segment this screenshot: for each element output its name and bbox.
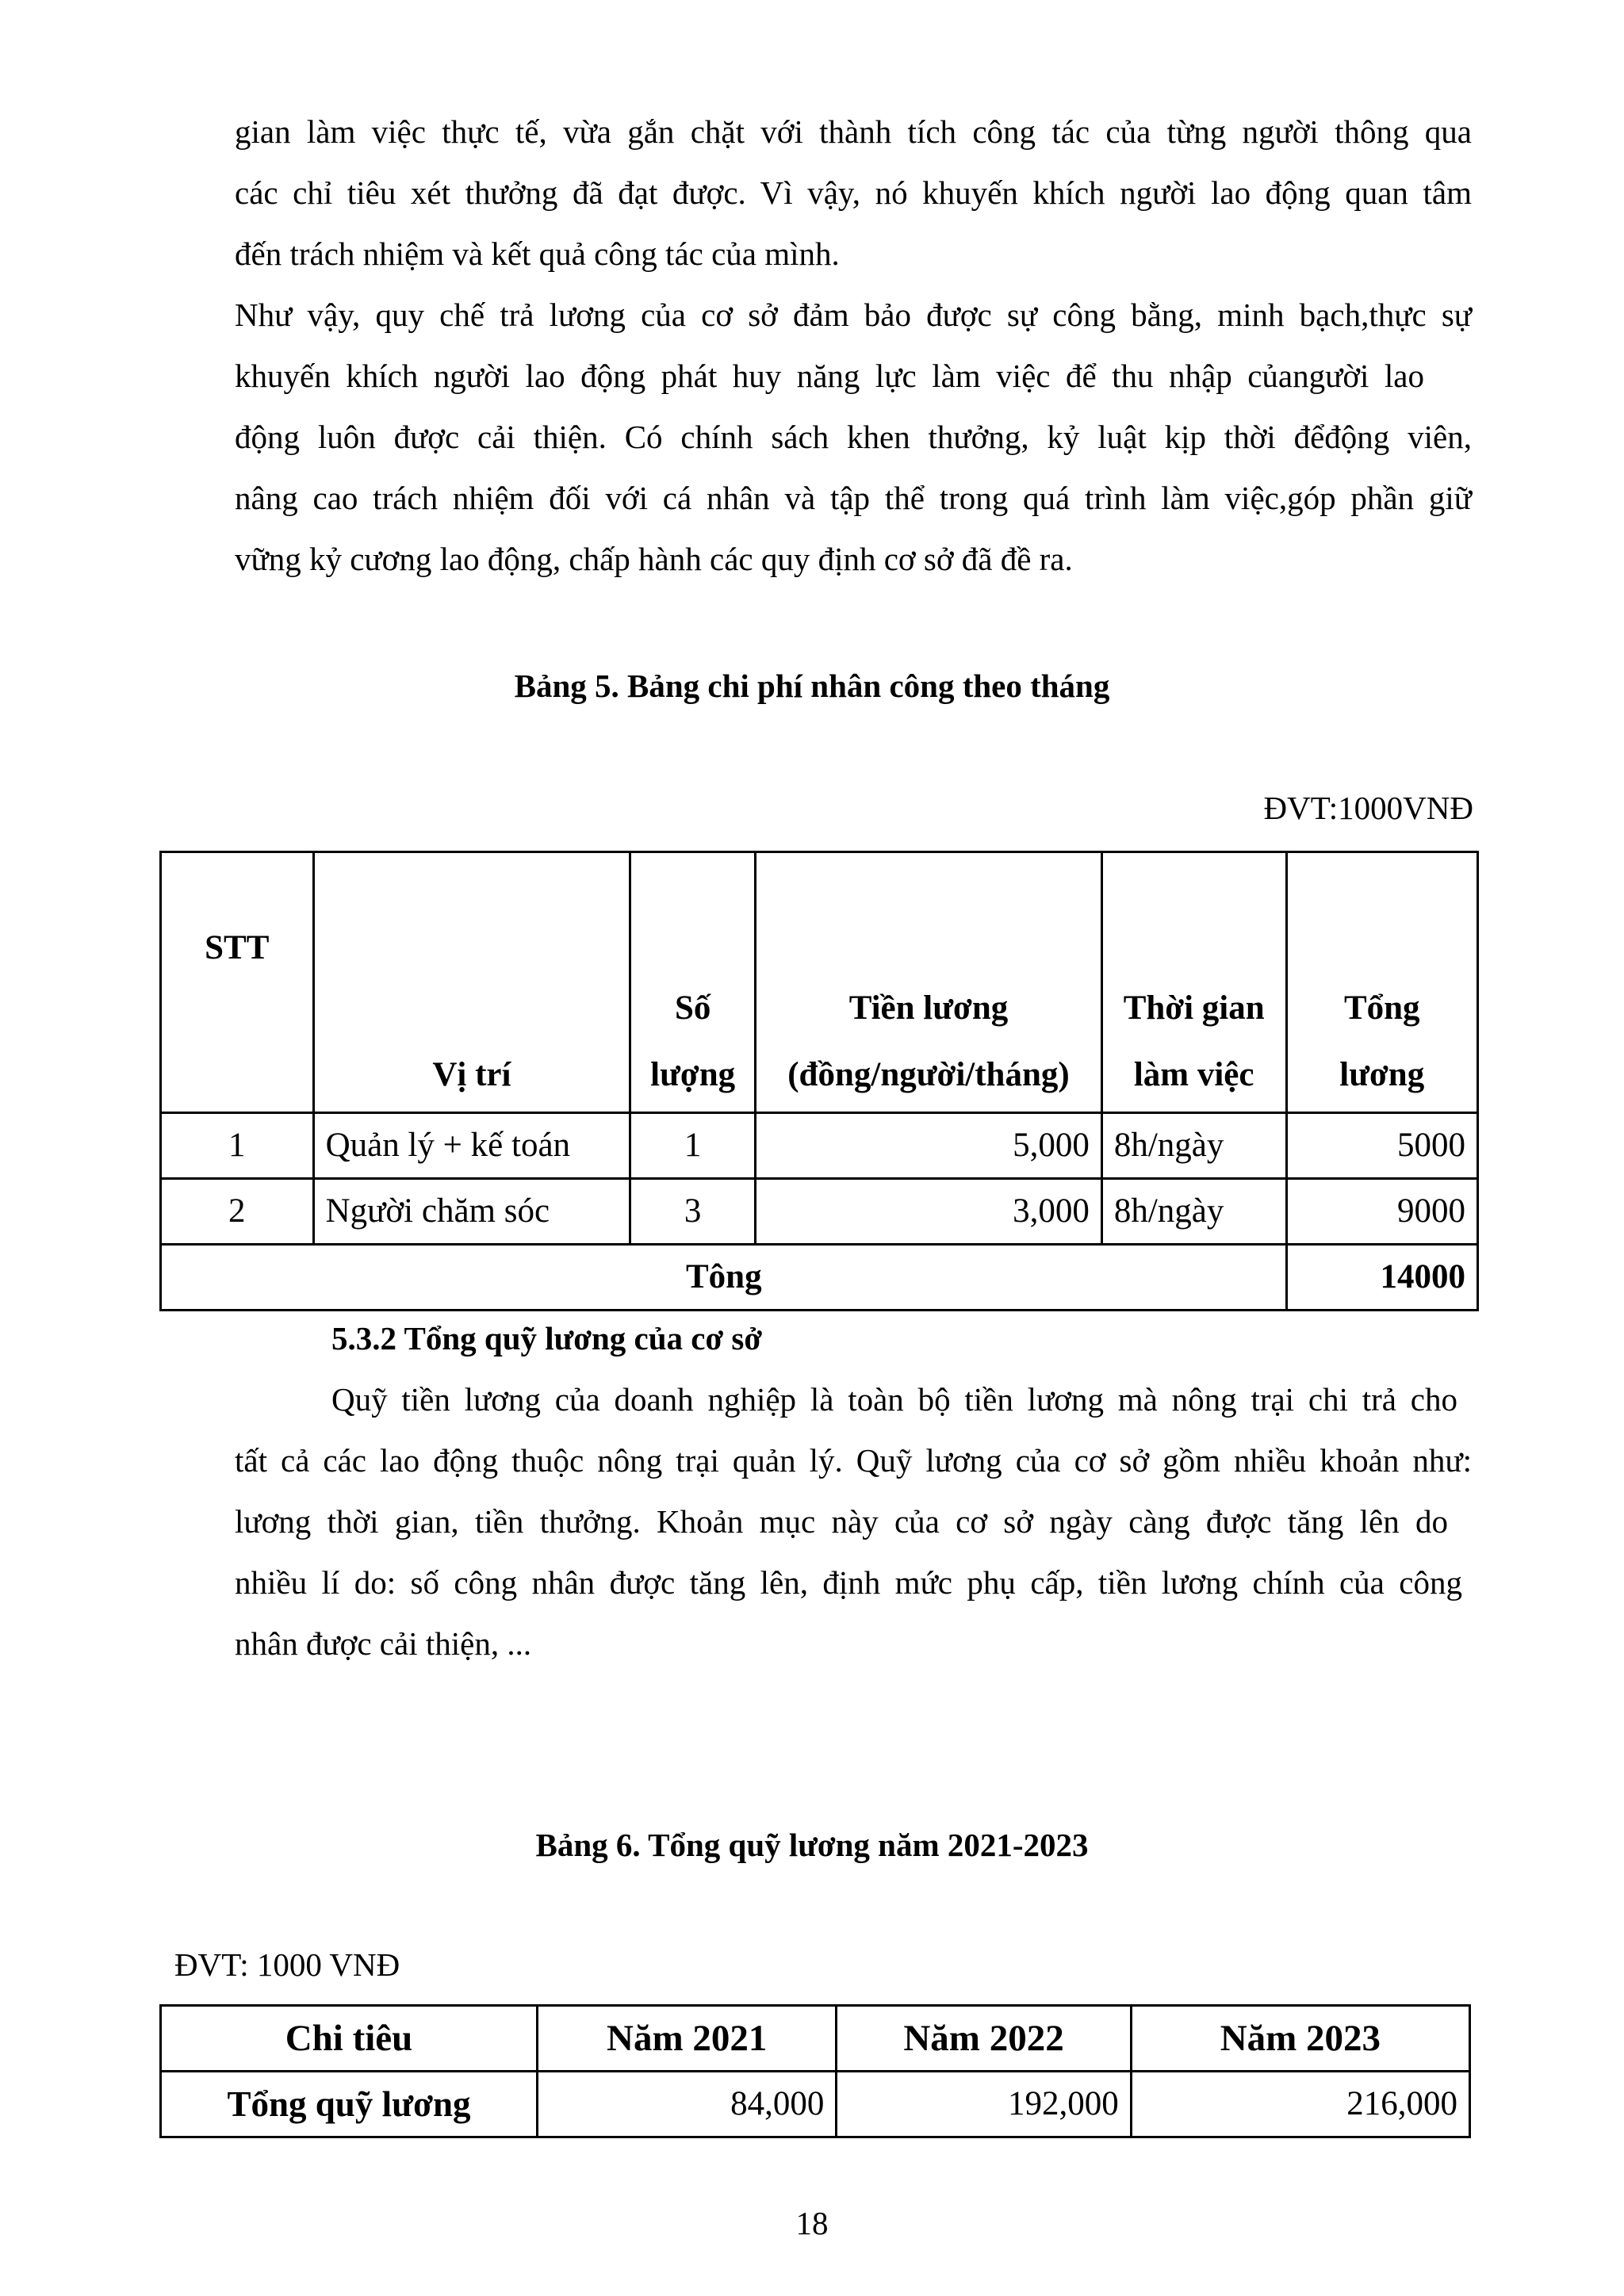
table-row <box>161 1113 1478 1179</box>
table5-total-label: Tông <box>161 1245 1287 1311</box>
table6-value-2022: 192,000 <box>837 2072 1131 2137</box>
cell-thoigian: 8h/ngày <box>1101 1179 1286 1245</box>
table-row <box>161 1179 1478 1245</box>
table6-header-row <box>161 2006 1470 2072</box>
cell-vitri: Người chăm sóc <box>313 1179 630 1245</box>
section-heading: 5.3.2 Tổng quỹ lương của cơ sở <box>331 1320 763 1357</box>
table5-header-row <box>161 852 1478 1113</box>
paragraph-line: đến trách nhiệm và kết quả công tác của mình. <box>235 235 840 272</box>
table5-total-row <box>161 1245 1478 1311</box>
paragraph-line: nhân được cải thiện, ... <box>235 1625 532 1662</box>
cell-tongluong: 9000 <box>1286 1179 1478 1245</box>
table5 <box>159 851 1479 1311</box>
table5-header-tienluong: Tiền lương (đồng/người/tháng) <box>756 852 1102 1113</box>
table5-total-value: 14000 <box>1286 1245 1478 1311</box>
page-number: 18 <box>795 2205 829 2241</box>
cell-tongluong: 5000 <box>1286 1113 1478 1179</box>
table5-caption: Bảng 5. Bảng chi phí nhân công theo tháng <box>514 668 1110 704</box>
cell-vitri: Quản lý + kế toán <box>313 1113 630 1179</box>
table5-header-stt: STT <box>161 852 314 1113</box>
paragraph-line: vững kỷ cương lao động, chấp hành các quy định cơ sở đã đề ra. <box>235 541 1073 577</box>
table5-header-soluong: Số lượng <box>630 852 756 1113</box>
cell-stt: 1 <box>161 1113 314 1179</box>
cell-soluong: 1 <box>630 1113 756 1179</box>
table6-header-cell: Năm 2023 <box>1131 2006 1469 2072</box>
paragraph-line: nhiều lí do: số công nhân được tăng lên, định mức phụ cấp, tiền lương chính của công <box>235 1564 1462 1601</box>
paragraph-line: động luôn được cải thiện. Có chính sách khen thưởng, kỷ luật kịp thời đểđộng viên, <box>235 419 1472 455</box>
table6-header-cell: Năm 2021 <box>538 2006 837 2072</box>
paragraph-line: Như vậy, quy chế trả lương của cơ sở đảm bảo được sự công bằng, minh bạch,thực sự <box>235 297 1472 333</box>
table-row <box>161 2072 1470 2137</box>
paragraph-line: các chỉ tiêu xét thưởng đã đạt được. Vì vậy, nó khuyến khích người lao động quan tâm <box>235 174 1472 211</box>
paragraph-line: tất cả các lao động thuộc nông trại quản lý. Quỹ lương của cơ sở gồm nhiều khoản như: <box>235 1442 1472 1479</box>
table6-value-2021: 84,000 <box>538 2072 837 2137</box>
table6 <box>159 2004 1471 2138</box>
table5-header-vitri: Vị trí <box>313 852 630 1113</box>
table5-unit: ĐVT:1000VNĐ <box>1263 790 1473 826</box>
cell-tienluong: 5,000 <box>756 1113 1102 1179</box>
paragraph-line: gian làm việc thực tế, vừa gắn chặt với thành tích công tác của từng người thông qua <box>235 113 1472 150</box>
table6-value-2023: 216,000 <box>1131 2072 1469 2137</box>
table5-header-thoigian: Thời gian làm việc <box>1101 852 1286 1113</box>
cell-thoigian: 8h/ngày <box>1101 1113 1286 1179</box>
paragraph-line: lương thời gian, tiền thưởng. Khoản mục này của cơ sở ngày càng được tăng lên do <box>235 1503 1448 1540</box>
cell-soluong: 3 <box>630 1179 756 1245</box>
paragraph-line: khuyến khích người lao động phát huy năng lực làm việc để thu nhập củangười lao <box>235 358 1424 394</box>
paragraph-line: nâng cao trách nhiệm đối với cá nhân và tập thể trong quá trình làm việc,góp phần giữ <box>235 480 1472 516</box>
table6-row-label: Tổng quỹ lương <box>161 2072 538 2137</box>
table6-header-cell: Chi tiêu <box>161 2006 538 2072</box>
cell-stt: 2 <box>161 1179 314 1245</box>
table5-header-tongluong: Tổng lương <box>1286 852 1478 1113</box>
table6-caption: Bảng 6. Tổng quỹ lương năm 2021-2023 <box>535 1827 1089 1863</box>
paragraph-line: Quỹ tiền lương của doanh nghiệp là toàn bộ tiền lương mà nông trại chi trả cho <box>331 1381 1457 1418</box>
table6-header-cell: Năm 2022 <box>837 2006 1131 2072</box>
cell-tienluong: 3,000 <box>756 1179 1102 1245</box>
table6-unit: ĐVT: 1000 VNĐ <box>174 1946 400 1983</box>
